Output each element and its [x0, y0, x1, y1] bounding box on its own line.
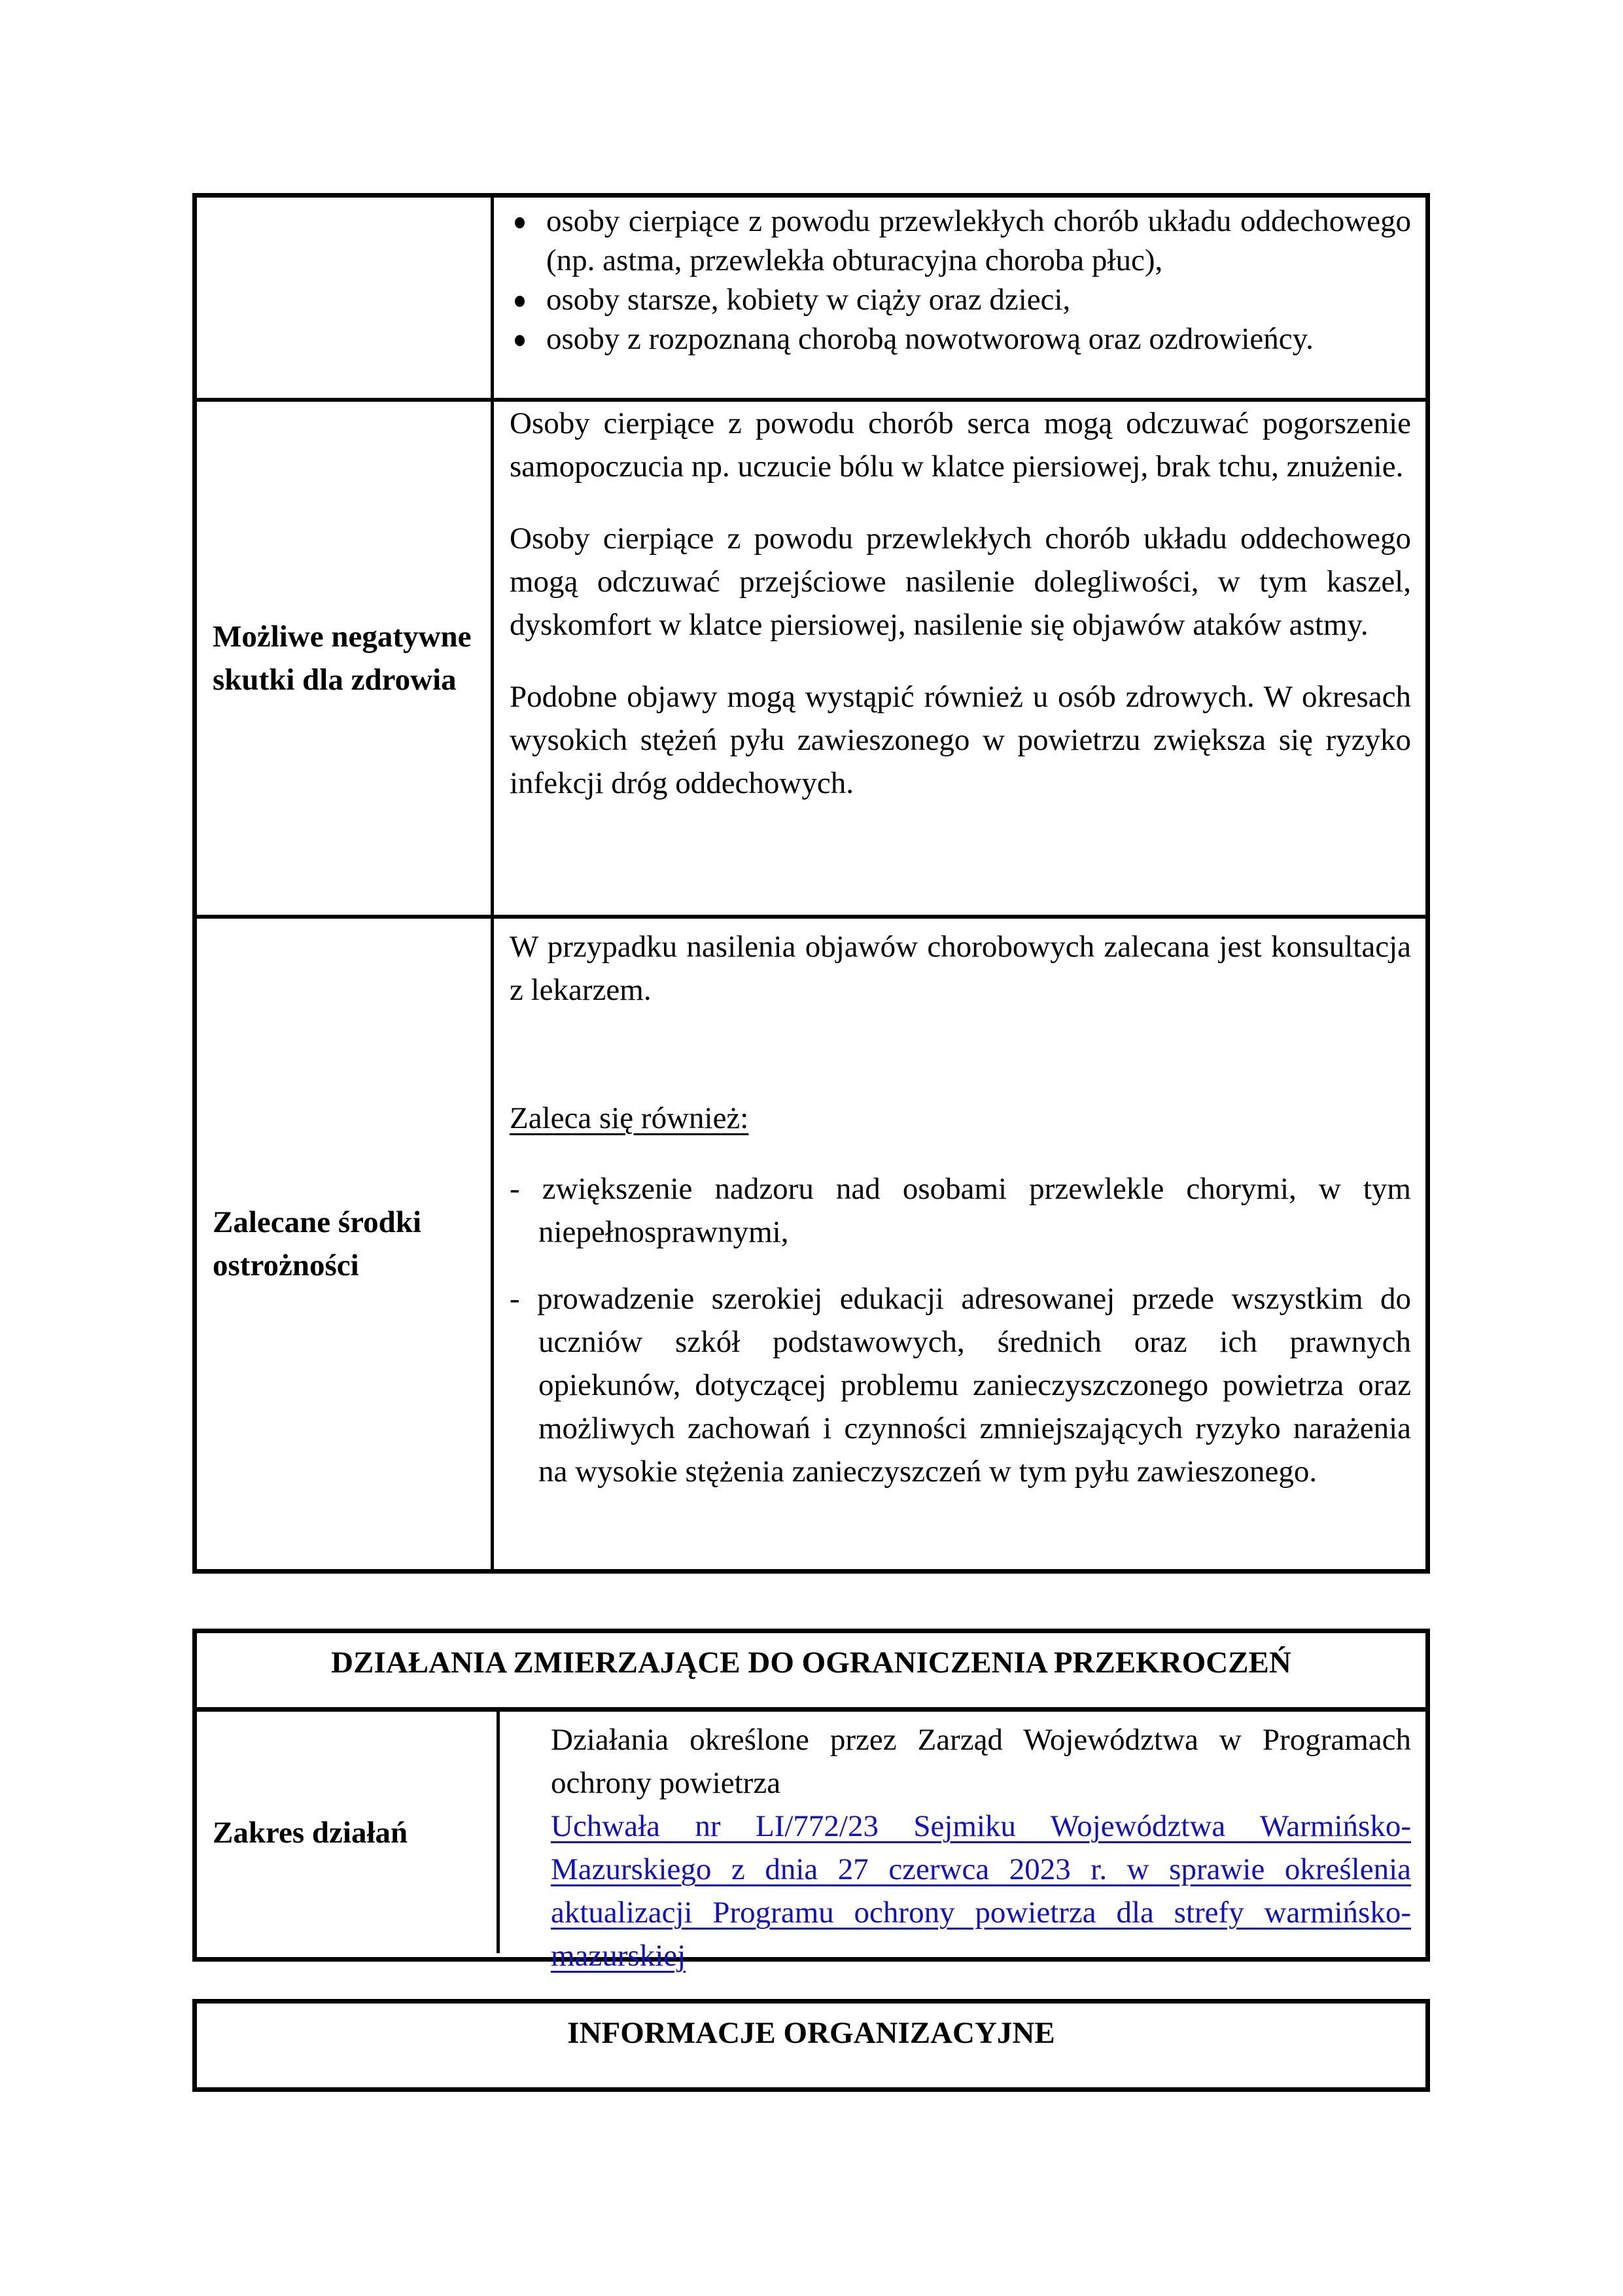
bullet-icon	[515, 296, 525, 307]
organizational-info-table	[192, 1999, 1430, 2092]
actions-scope-row	[197, 1707, 1425, 1973]
health-effects-content	[494, 402, 1425, 915]
effects-paragraph-respiratory: Osoby cierpiące z powodu przewlekłych chorób układu oddechowego mogą odczuwać przejściowe nasilenie dolegliwości, w tym kaszel, dyskomfort w klatce piersiowej, nasilenie się objawów ataków astmy.	[510, 521, 1411, 642]
health-effects-table	[192, 193, 1430, 1574]
actions-table	[192, 1629, 1430, 1973]
precautions-row	[197, 915, 1425, 1569]
health-effects-label: Możliwe negatywne skutki dla zdrowia	[197, 402, 494, 915]
precautions-intro: W przypadku nasilenia objawów chorobowych zalecana jest konsultacja z lekarzem.	[510, 930, 1411, 1007]
precaution-item: - zwiększenie nadzoru nad osobami przewlekle chorymi, w tym niepełnosprawnymi,	[510, 1172, 1411, 1249]
actions-table-header: DZIAŁANIA ZMIERZAJĄCE DO OGRANICZENIA PRZEKROCZEŃ	[331, 1646, 1291, 1680]
at-risk-groups-label	[197, 198, 494, 398]
health-effects-row	[197, 398, 1425, 915]
list-item: osoby z rozpoznaną chorobą nowotworową oraz ozdrowieńcy.	[510, 319, 1411, 359]
organizational-info-header: INFORMACJE ORGANIZACYJNE	[567, 2016, 1055, 2050]
effects-paragraph-heart: Osoby cierpiące z powodu chorób serca mogą odczuwać pogorszenie samopoczucia np. uczucie bólu w klatce piersiowej, brak tchu, znużenie.	[510, 406, 1411, 484]
resolution-link[interactable]: Uchwała nr LI/772/23 Sejmiku Województwa Warmińsko-Mazurskiego z dnia 27 czerwca 2023 r. w sprawie określenia aktualizacji Programu ochrony powietrza dla strefy warmińsko-mazurskiej	[551, 1809, 1411, 1973]
precautions-content	[494, 919, 1425, 1569]
actions-scope-label: Zakres działań	[197, 1712, 500, 1953]
precautions-label: Zalecane środki ostrożności	[197, 919, 494, 1569]
at-risk-groups-list	[510, 198, 1411, 359]
at-risk-groups-row	[197, 198, 1425, 398]
list-item: osoby cierpiące z powodu przewlekłych chorób układu oddechowego (np. astma, przewlekła obturacyjna choroba płuc),	[510, 202, 1411, 280]
precautions-subheading: Zaleca się również:	[510, 1101, 749, 1135]
bullet-icon	[515, 335, 525, 346]
effects-paragraph-healthy: Podobne objawy mogą wystąpić również u osób zdrowych. W okresach wysokich stężeń pyłu zawieszonego w powietrzu zwiększa się ryzyko infekcji dróg oddechowych.	[510, 680, 1411, 800]
actions-scope-text: Działania określone przez Zarząd Województwa w Programach ochrony powietrza	[551, 1723, 1411, 1800]
bullet-icon	[515, 217, 525, 228]
at-risk-groups-content	[494, 198, 1425, 398]
list-item: osoby starsze, kobiety w ciąży oraz dzieci,	[510, 280, 1411, 319]
actions-scope-content	[500, 1712, 1425, 1973]
precaution-item: - prowadzenie szerokiej edukacji adresowanej przede wszystkim do uczniów szkół podstawowych, średnich oraz ich prawnych opiekunów, dotyczącej problemu zanieczyszczonego powietrza oraz możliwych zachowań i czynności zmniejszających ryzyko narażenia na wysokie stężenia zanieczyszczeń w tym pyłu zawieszonego.	[510, 1282, 1411, 1489]
